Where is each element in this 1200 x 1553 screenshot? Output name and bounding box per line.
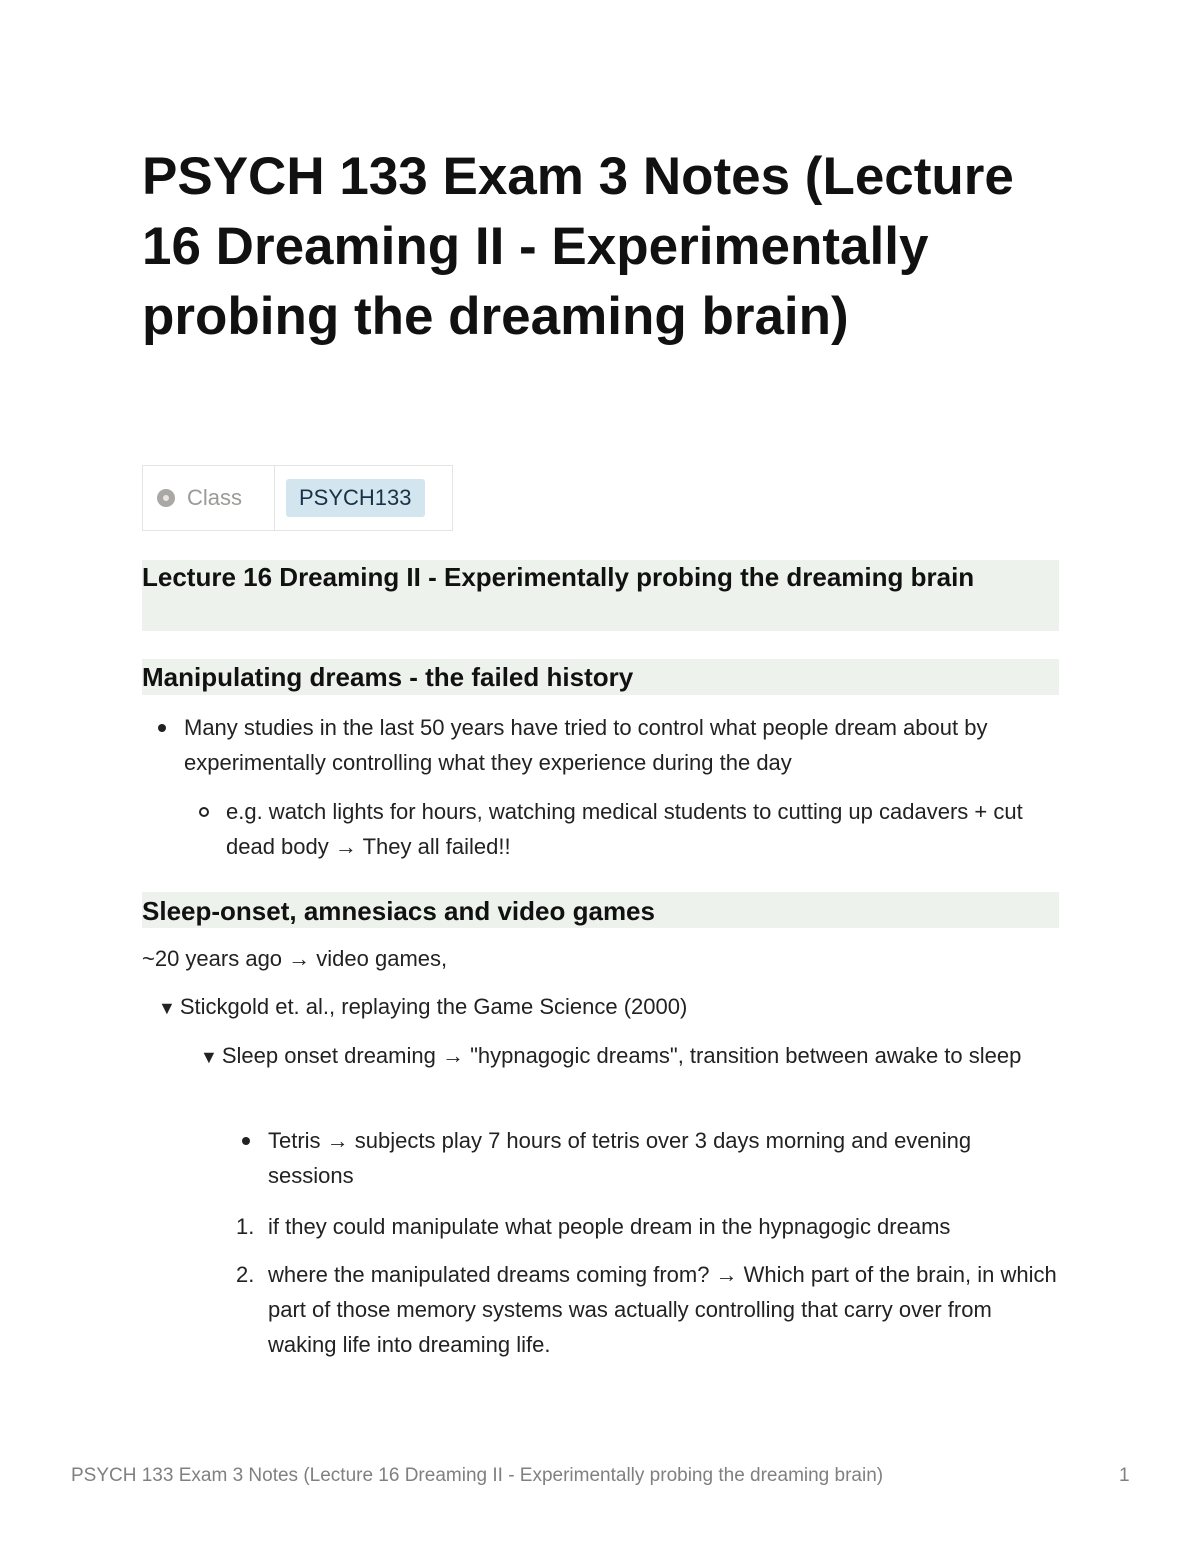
page-number: 1 bbox=[1119, 1465, 1130, 1486]
sleep-onset-intro: ~20 years ago → video games, bbox=[142, 946, 448, 971]
manipulating-dreams-heading: Manipulating dreams - the failed history bbox=[142, 659, 1059, 695]
manipulating-sub-bullet-text: e.g. watch lights for hours, watching medical students to cutting up cadavers + cut dead body → They all failed!! bbox=[226, 799, 1023, 859]
bullet-ring-icon bbox=[199, 807, 209, 817]
property-class-label: Class bbox=[187, 485, 243, 510]
class-tag[interactable]: PSYCH133 bbox=[286, 479, 425, 517]
manipulating-bullet-text: Many studies in the last 50 years have tried to control what people dream about by experimentally controlling what they experience during the day bbox=[184, 715, 988, 775]
sleep-onset-heading: Sleep-onset, amnesiacs and video games bbox=[142, 892, 1059, 928]
lecture-heading: Lecture 16 Dreaming II - Experimentally probing the dreaming brain bbox=[142, 560, 1059, 631]
toggle-sleep-onset-dreaming[interactable] bbox=[200, 1038, 1059, 1075]
bullet-dot-icon bbox=[158, 724, 166, 732]
bullet-dot-icon bbox=[242, 1137, 250, 1145]
toggle-sleep-onset-label: Sleep onset dreaming → "hypnagogic dreams", transition between awake to sleep bbox=[221, 1043, 1022, 1068]
list-number: 2. bbox=[236, 1262, 255, 1287]
page-title: PSYCH 133 Exam 3 Notes (Lecture 16 Dreaming II - Experimentally probing the dreaming brain) bbox=[142, 147, 1014, 346]
toggle-stickgold[interactable] bbox=[158, 989, 1059, 1026]
tetris-bullet-text: Tetris → subjects play 7 hours of tetris over 3 days morning and evening sessions bbox=[268, 1128, 972, 1188]
toggle-triangle-icon[interactable]: ▼ bbox=[200, 1047, 218, 1067]
numbered-item-2: where the manipulated dreams coming from? → Which part of the brain, in which part of those memory systems was actually controlling that carry over from waking life into dreaming life. bbox=[268, 1262, 1057, 1357]
property-table bbox=[142, 465, 453, 531]
property-class-key bbox=[143, 466, 275, 530]
property-class-value[interactable] bbox=[275, 466, 452, 530]
toggle-triangle-icon[interactable]: ▼ bbox=[158, 998, 176, 1018]
list-number: 1. bbox=[236, 1214, 255, 1239]
toggle-stickgold-label: Stickgold et. al., replaying the Game Science (2000) bbox=[179, 994, 688, 1019]
select-property-icon bbox=[157, 489, 175, 507]
page-footer: PSYCH 133 Exam 3 Notes (Lecture 16 Dreaming II - Experimentally probing the dreaming brain) bbox=[71, 1465, 884, 1486]
numbered-item-1: if they could manipulate what people dream in the hypnagogic dreams bbox=[268, 1214, 951, 1239]
